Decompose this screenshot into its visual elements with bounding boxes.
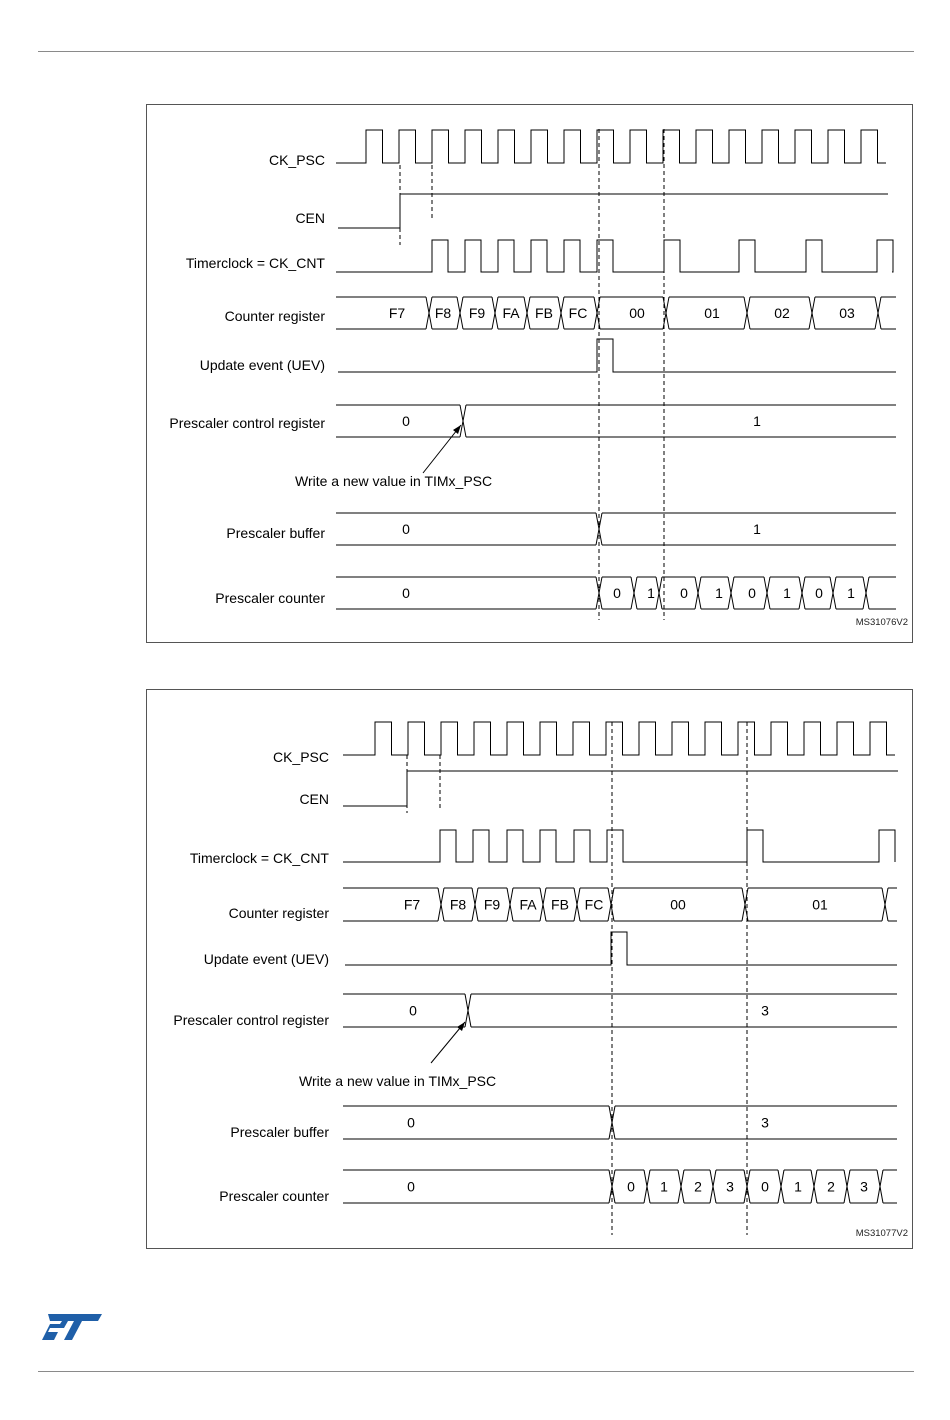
counter-register-value: F8 [449, 896, 467, 913]
counter-register-value: FB [535, 305, 553, 321]
footer-rule [38, 1371, 914, 1372]
prescaler-counter-value: 0 [627, 1178, 635, 1195]
prescaler-counter-value: 3 [860, 1178, 868, 1195]
prescaler-counter-value: 0 [761, 1178, 769, 1195]
prescaler-counter-value: 2 [827, 1178, 835, 1195]
label-prescaler-control: Prescaler control register [169, 415, 325, 431]
prescaler-counter-value: 2 [694, 1178, 702, 1195]
prescaler-control-value: 1 [753, 413, 761, 429]
prescaler-control-value: 0 [409, 1002, 417, 1019]
counter-register-value: F9 [483, 896, 501, 913]
prescaler-counter-value: 1 [647, 585, 655, 601]
label-timerclock: Timerclock = CK_CNT [189, 850, 329, 866]
ck-psc-waveform [336, 130, 886, 163]
prescaler-control-value: 0 [402, 413, 410, 429]
prescaler-buffer-value: 0 [407, 1114, 415, 1131]
prescaler-counter-value: 1 [794, 1178, 802, 1195]
label-cen: CEN [295, 210, 325, 226]
cen-waveform [343, 771, 898, 806]
timing-diagram-svg [147, 105, 914, 644]
update-event-waveform [338, 339, 896, 372]
timing-diagram-svg [147, 690, 914, 1250]
counter-register-value: 00 [670, 896, 686, 913]
label-timerclock: Timerclock = CK_CNT [185, 255, 325, 271]
prescaler-buffer-value: 3 [761, 1114, 769, 1131]
prescaler-counter-value: 1 [847, 585, 855, 601]
timing-diagram-prescaler-3 [146, 689, 913, 1249]
counter-register-value: 03 [839, 305, 855, 321]
label-prescaler-counter: Prescaler counter [219, 1188, 329, 1204]
counter-register-value: FC [584, 896, 604, 913]
prescaler-counter-value: 0 [407, 1178, 415, 1195]
label-counter-register: Counter register [228, 905, 329, 921]
counter-register-value: F7 [388, 305, 406, 321]
counter-register-value: 02 [774, 305, 790, 321]
prescaler-counter-value: 0 [680, 585, 688, 601]
prescaler-counter-value: 0 [815, 585, 823, 601]
label-counter-register: Counter register [224, 308, 325, 324]
label-prescaler-buffer: Prescaler buffer [230, 1124, 329, 1140]
annotation-arrow [423, 425, 461, 473]
prescaler-counter-value: 0 [613, 585, 621, 601]
figure-id: MS31076V2 [855, 617, 908, 628]
label-prescaler-counter: Prescaler counter [215, 590, 325, 606]
prescaler-control-value: 3 [761, 1002, 769, 1019]
counter-register-value: FA [502, 305, 520, 321]
timerclock-waveform [343, 830, 895, 862]
counter-register-value: 01 [812, 896, 828, 913]
prescaler-counter-value: 0 [748, 585, 756, 601]
counter-register-value: FC [568, 305, 588, 321]
label-update-event: Update event (UEV) [203, 951, 329, 967]
prescaler-buffer-value: 1 [753, 521, 761, 537]
prescaler-counter-value: 3 [726, 1178, 734, 1195]
counter-register-value: F8 [434, 305, 452, 321]
label-prescaler-control: Prescaler control register [173, 1012, 329, 1028]
label-update-event: Update event (UEV) [199, 357, 325, 373]
prescaler-counter-value: 0 [402, 585, 410, 601]
label-prescaler-buffer: Prescaler buffer [226, 525, 325, 541]
annotation-arrowhead [453, 425, 461, 434]
header-rule [38, 51, 914, 52]
counter-register-value: 00 [629, 305, 645, 321]
timerclock-waveform [336, 240, 893, 272]
figure-id: MS31077V2 [855, 1228, 908, 1239]
cen-waveform [338, 194, 888, 228]
label-ck-psc: CK_PSC [268, 152, 325, 168]
st-logo-icon [42, 1308, 104, 1344]
prescaler-counter-value: 1 [660, 1178, 668, 1195]
counter-register-value: FA [519, 896, 537, 913]
annotation-text: Write a new value in TIMx_PSC [299, 1073, 497, 1089]
ck-psc-waveform [343, 722, 895, 755]
prescaler-buffer-value: 0 [402, 521, 410, 537]
counter-register-value: F7 [403, 896, 421, 913]
prescaler-counter-value: 1 [715, 585, 723, 601]
label-cen: CEN [299, 791, 329, 807]
annotation-text: Write a new value in TIMx_PSC [295, 473, 493, 489]
label-ck-psc: CK_PSC [272, 749, 329, 765]
counter-register-value: 01 [704, 305, 720, 321]
counter-register-value: F9 [468, 305, 486, 321]
timing-diagram-prescaler-1 [146, 104, 913, 643]
prescaler-counter-value: 1 [783, 585, 791, 601]
counter-register-value: FB [551, 896, 569, 913]
update-event-waveform [345, 932, 897, 965]
